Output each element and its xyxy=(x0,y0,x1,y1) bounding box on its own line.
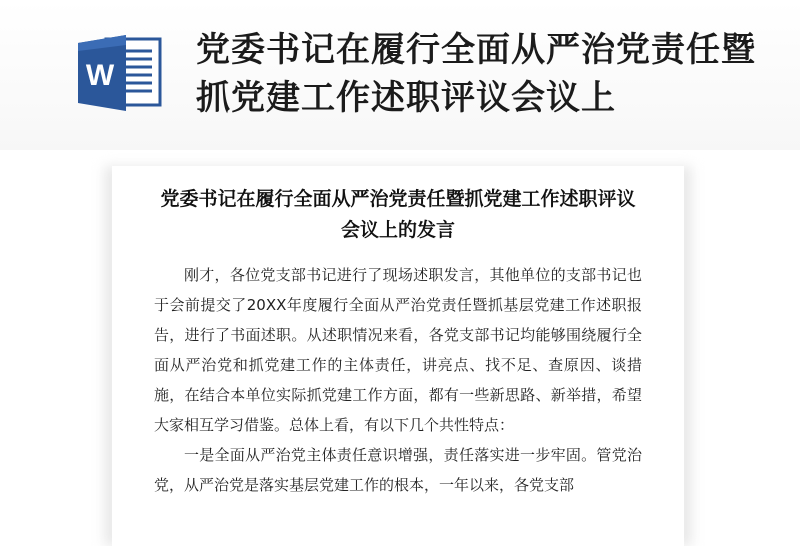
document-page xyxy=(112,166,684,546)
header-title: 党委书记在履行全面从严治党责任暨抓党建工作述职评议会议上 xyxy=(196,30,756,118)
word-icon-letter: W xyxy=(85,59,115,92)
header xyxy=(0,0,800,150)
document-body xyxy=(154,260,642,500)
paragraph: 刚才，各位党支部书记进行了现场述职发言，其他单位的支部书记也于会前提交了20XX年度履行全面从严治党责任暨抓基层党建工作述职报告，进行了书面述职。从述职情况来看，各党支部书记均能够围绕履行全面从严治党和抓党建工作的主体责任，讲亮点、找不足、查原因、谈措施，在结合本单位实际抓党建工作方面，都有一些新思路、新举措，希望大家相互学习借鉴。总体上看，有以下几个共性特点： xyxy=(154,266,642,434)
paragraph: 一是全面从严治党主体责任意识增强，责任落实进一步牢固。管党治党，从严治党是落实基层党建工作的根本，一年以来，各党支部 xyxy=(154,446,642,494)
document-title: 党委书记在履行全面从严治党责任暨抓党建工作述职评议会议上的发言 xyxy=(160,188,636,241)
word-document-icon xyxy=(76,33,164,113)
